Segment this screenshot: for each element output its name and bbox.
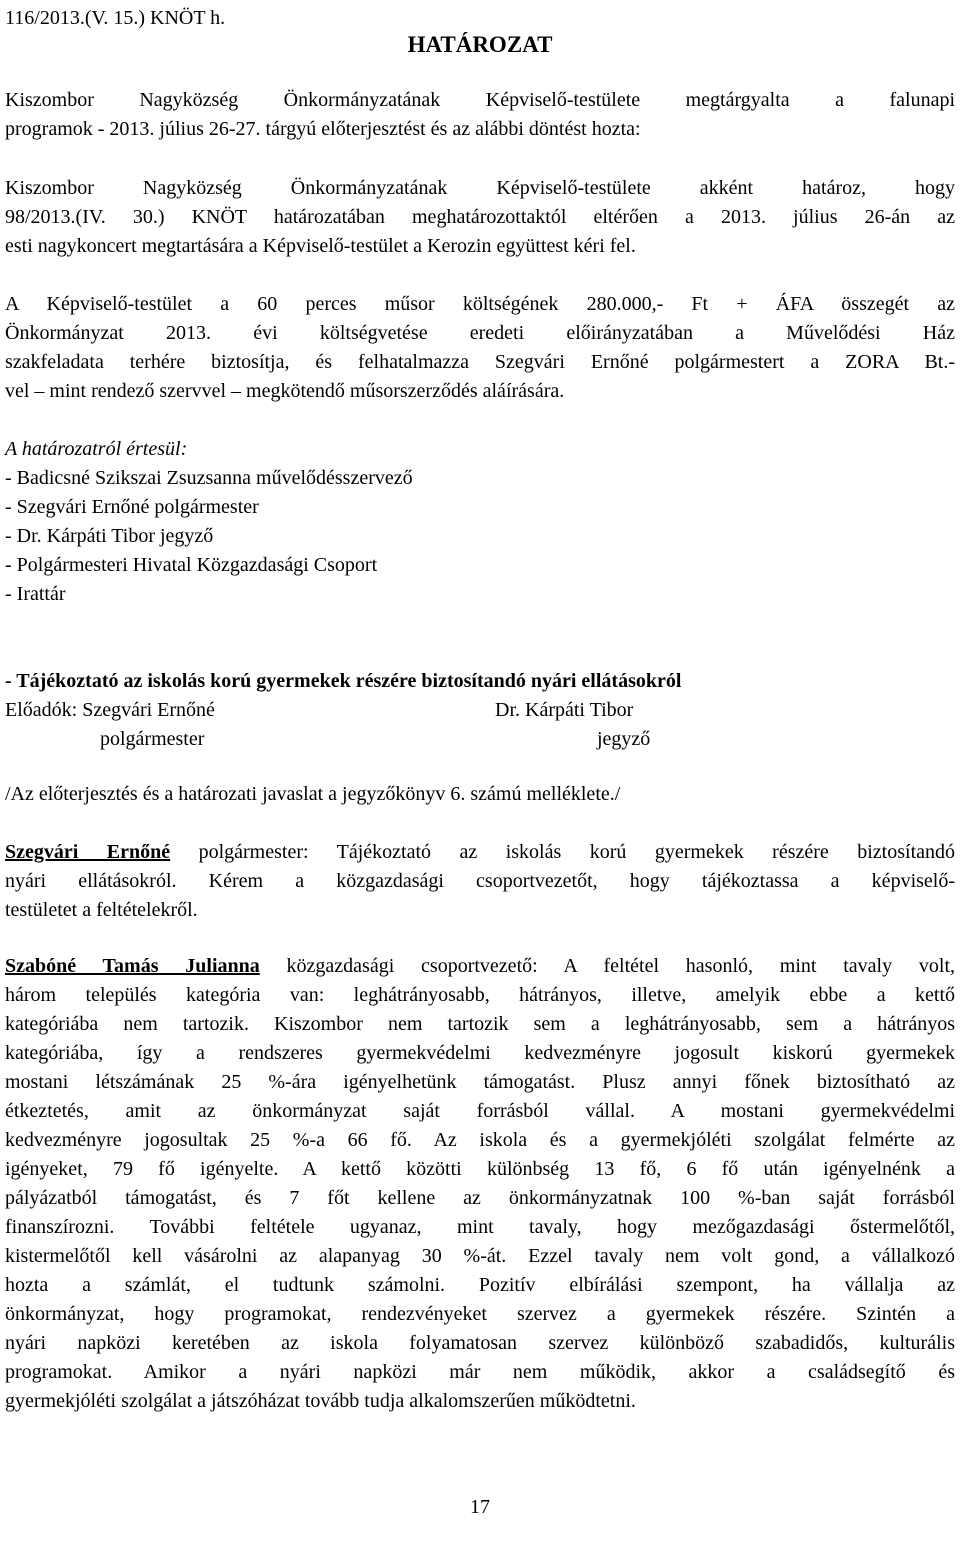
decision-p3-line-4: vel – mint rendező szervvel – megkötendő műsorszerződés aláírására.	[5, 380, 565, 402]
speech2-line: kategóriába, így a rendszeres gyermekvédelmi kedvezményre jogosult kiskorú gyermekek	[5, 1042, 955, 1064]
page-number: 17	[470, 1496, 490, 1518]
notify-item: - Irattár	[5, 583, 66, 605]
speech2-line: étkeztetés, amit az önkormányzat saját forrásból vállal. A mostani gyermekvédelmi	[5, 1100, 955, 1122]
speaker-name: Szabóné Tamás Julianna	[5, 955, 260, 977]
speech2-line: mostani létszámának 25 %-ára igényelhetünk támogatást. Plusz annyi főnek biztosítható az	[5, 1071, 955, 1093]
decision-p3-line-1: A Képviselő-testület a 60 perces műsor költségének 280.000,- Ft + ÁFA összegét az	[5, 293, 955, 315]
presenter1-role: polgármester	[100, 728, 205, 750]
decision-p1-line-2: programok - 2013. július 26-27. tárgyú előterjesztést és az alábbi döntést hozta:	[5, 118, 641, 140]
speech2-line: három település kategória van: leghátrányosabb, hátrányos, illetve, amelyik ebbe a kettő	[5, 984, 955, 1006]
speech2-line: gyermekjóléti szolgálat a játszóházat tovább tudja alkalomszerűen működtetni.	[5, 1390, 636, 1412]
agenda-item-title: - Tájékoztató az iskolás korú gyermekek részére biztosítandó nyári ellátásokról	[5, 670, 682, 692]
presenters-label: Előadók: Szegvári Ernőné	[5, 699, 215, 721]
decision-p1-line-1: Kiszombor Nagyközség Önkormányzatának Képviselő-testülete megtárgyalta a falunapi	[5, 89, 955, 111]
notify-item: - Szegvári Ernőné polgármester	[5, 496, 259, 518]
notify-item: - Badicsné Szikszai Zsuzsanna művelődésszervező	[5, 467, 413, 489]
speech2-line-1	[5, 952, 955, 981]
presenter-roles-row	[5, 725, 955, 754]
decision-p2-line-1: Kiszombor Nagyközség Önkormányzatának Képviselő-testülete akként határoz, hogy	[5, 177, 955, 199]
notify-item: - Dr. Kárpáti Tibor jegyző	[5, 525, 214, 547]
decision-title: HATÁROZAT	[407, 32, 553, 57]
speech2-line: pályázatból támogatást, és 7 főt kellene az önkormányzatnak 100 %-ban saját forrásból	[5, 1187, 955, 1209]
decision-p2-line-3: esti nagykoncert megtartására a Képviselő-testület a Kerozin együttest kéri fel.	[5, 235, 636, 257]
speech2-line: nyári napközi keretében az iskola folyamatosan szervez különböző szabadidős, kulturális	[5, 1332, 955, 1354]
speech2-line: programokat. Amikor a nyári napközi már nem működik, akkor a családsegítő és	[5, 1361, 955, 1383]
speech1-line-2: nyári ellátásokról. Kérem a közgazdasági csoportvezetőt, hogy tájékoztassa a képviselő-	[5, 870, 955, 892]
document-header: 116/2013.(V. 15.) KNÖT h.	[5, 7, 226, 29]
speech2-line: kategóriába nem tartozik. Kiszombor nem tartozik sem a leghátrányosabb, sem a hátrányos	[5, 1013, 955, 1035]
decision-p3-line-2: Önkormányzat 2013. évi költségvetése eredeti előirányzatában a Művelődési Ház	[5, 322, 955, 344]
notify-label: A határozatról értesül:	[5, 438, 188, 460]
presenter2-role: jegyző	[597, 728, 651, 750]
speech2-line: kistermelőtől kell vásárolni az alapanyag 30 %-át. Ezzel tavaly nem volt gond, a vállalkozó	[5, 1245, 955, 1267]
speech2-line: finanszírozni. További feltétele ugyanaz, mint tavaly, hogy mezőgazdasági őstermelőtől,	[5, 1216, 955, 1238]
speech1-line-3: testületet a feltételekről.	[5, 899, 198, 921]
notify-item: - Polgármesteri Hivatal Közgazdasági Csoport	[5, 554, 378, 576]
attachment-note: /Az előterjesztés és a határozati javaslat a jegyzőkönyv 6. számú melléklete./	[5, 783, 621, 805]
presenters-row	[5, 696, 955, 725]
decision-p3-line-3: szakfeladata terhére biztosítja, és felhatalmazza Szegvári Ernőné polgármestert a ZORA Bt.-	[5, 351, 955, 373]
speech-text: közgazdasági csoportvezető: A feltétel hasonló, mint tavaly volt,	[259, 955, 955, 977]
speech2-line: igényeket, 79 fő igényelte. A kettő közötti különbség 13 fő, 6 fő után igényelnénk a	[5, 1158, 955, 1180]
speech1-line-1	[5, 838, 955, 867]
speech2-line: kedvezményre jogosultak 25 %-a 66 fő. Az iskola és a gyermekjóléti szolgálat felmérte az	[5, 1129, 955, 1151]
speech-text: polgármester: Tájékoztató az iskolás korú gyermekek részére biztosítandó	[170, 841, 956, 863]
speech2-line: önkormányzat, hogy programokat, rendezvényeket szervez a gyermekek részére. Szintén a	[5, 1303, 955, 1325]
decision-p2-line-2: 98/2013.(IV. 30.) KNÖT határozatában meghatározottaktól eltérően a 2013. július 26-án az	[5, 206, 955, 228]
presenter2-name: Dr. Kárpáti Tibor	[495, 699, 634, 721]
speech2-line: hozta a számlát, el tudtunk számolni. Pozitív elbírálási szempont, ha vállalja az	[5, 1274, 955, 1296]
speaker-name: Szegvári Ernőné	[5, 841, 171, 863]
